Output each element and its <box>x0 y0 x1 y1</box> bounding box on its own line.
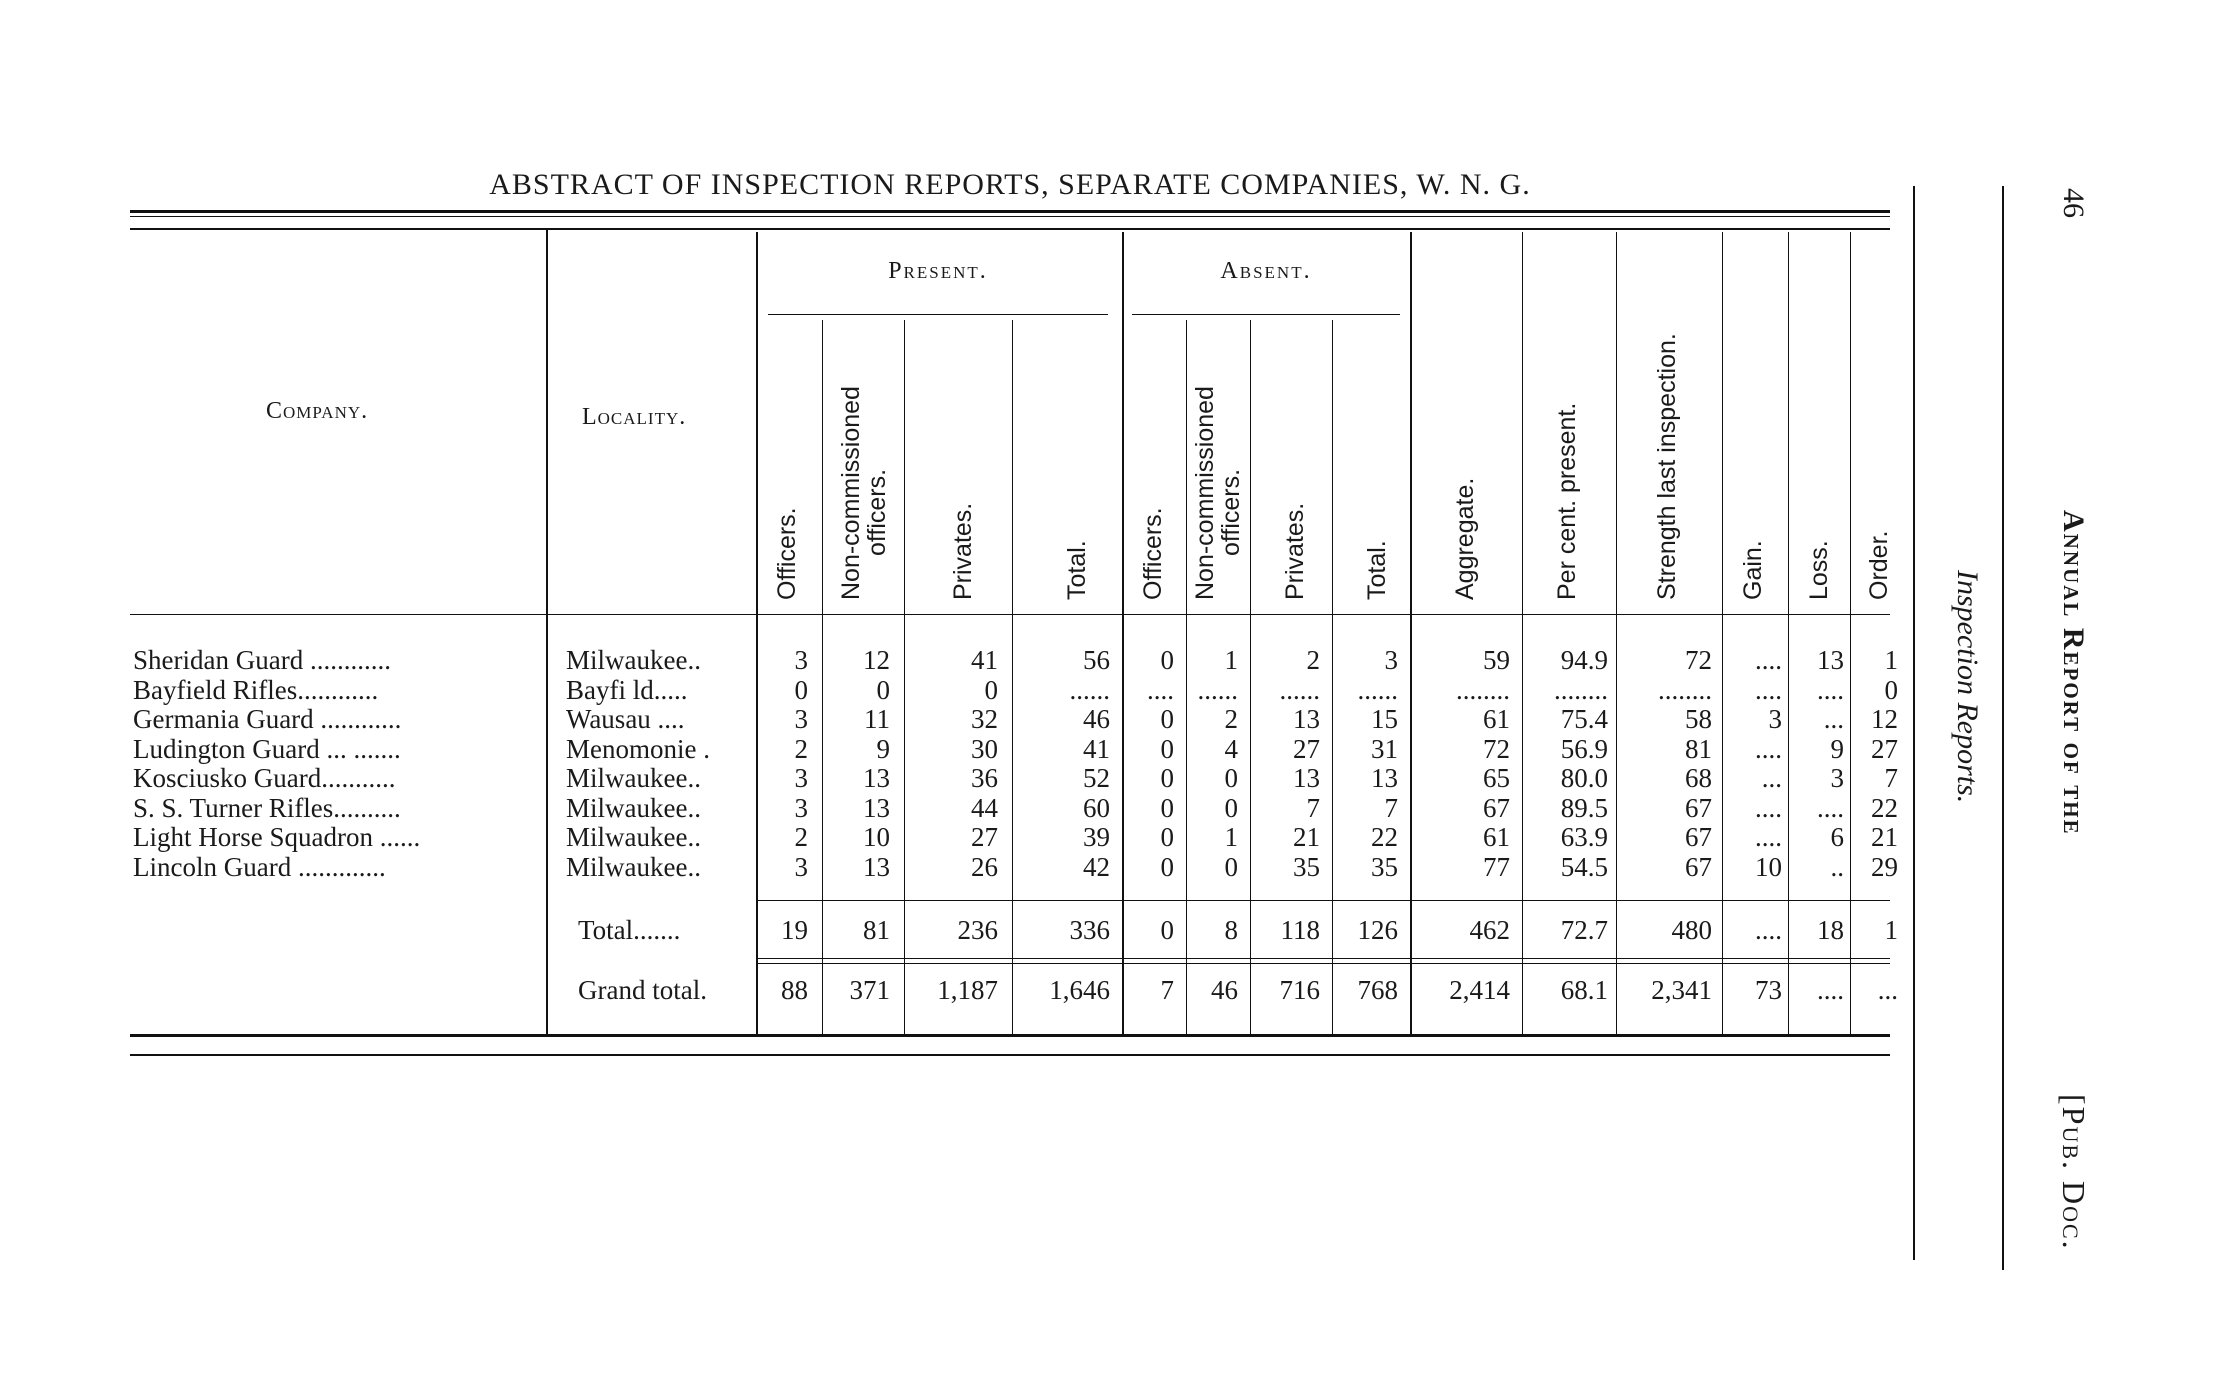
cell-order: 7 <box>1884 763 1898 793</box>
cell-strength: 2,341 <box>1651 975 1712 1005</box>
cell-loss: 18 <box>1817 915 1844 945</box>
cell-p-total: 39 <box>1083 822 1110 852</box>
cell-p-priv: 27 <box>971 822 998 852</box>
cell-a-off: 0 <box>1160 792 1174 823</box>
running-head: Annual Report of the <box>2057 510 2090 836</box>
cell-strength: 72 <box>1685 645 1712 675</box>
header-present-officers: Officers. <box>773 507 801 600</box>
cell-a-total: ...... <box>1357 674 1398 705</box>
cell-aggregate: ........ <box>1456 674 1510 705</box>
company-name: Germania Guard ............ <box>133 704 402 734</box>
cell-aggregate: 59 <box>1483 645 1510 675</box>
cell-p-off: 3 <box>794 704 808 734</box>
cell-a-off: 0 <box>1160 763 1174 793</box>
cell-p-priv: 26 <box>971 851 998 882</box>
header-bottom-rule <box>130 614 1890 615</box>
table-row <box>0 676 1900 705</box>
cell-p-priv: 41 <box>971 645 998 675</box>
total-bottom-rule <box>756 958 1890 959</box>
cell-a-nco: 0 <box>1224 851 1238 882</box>
cell-a-priv: 7 <box>1306 792 1320 823</box>
cell-a-off: 0 <box>1160 704 1174 734</box>
section-label: Inspection Reports. <box>1951 570 1984 804</box>
table-row <box>0 794 1900 823</box>
cell-order: ... <box>1877 975 1898 1005</box>
cell-a-nco: 0 <box>1224 792 1238 823</box>
right-margin-rule <box>1913 186 1915 1260</box>
locality-name: Milwaukee.. <box>566 851 701 882</box>
cell-strength: 67 <box>1685 792 1712 823</box>
cell-p-nco: 13 <box>863 851 890 882</box>
cell-aggregate: 65 <box>1483 763 1510 793</box>
cell-aggregate: 67 <box>1483 792 1510 823</box>
cell-pct: 68.1 <box>1560 975 1608 1005</box>
header-company: Company. <box>266 398 369 424</box>
cell-p-nco: 0 <box>876 674 890 705</box>
table-title: ABSTRACT OF INSPECTION REPORTS, SEPARATE COMPANIES, W. N. G. <box>489 168 1531 201</box>
cell-aggregate: 61 <box>1483 822 1510 852</box>
header-absent-privates: Privates. <box>1281 502 1309 600</box>
cell-order: 29 <box>1871 851 1898 882</box>
cell-a-priv: 13 <box>1293 763 1320 793</box>
cell-order: 22 <box>1871 792 1898 823</box>
cell-p-nco: 9 <box>876 733 890 764</box>
cell-pct: 75.4 <box>1560 704 1608 734</box>
header-loss: Loss. <box>1805 540 1833 600</box>
cell-pct: 56.9 <box>1560 733 1608 764</box>
cell-a-off: 0 <box>1160 645 1174 675</box>
cell-order: 21 <box>1871 822 1898 852</box>
header-gain: Gain. <box>1739 540 1767 600</box>
cell-loss: 13 <box>1817 645 1844 675</box>
cell-p-off: 3 <box>794 792 808 823</box>
cell-p-total: 1,646 <box>1049 975 1110 1005</box>
cell-p-priv: 44 <box>971 792 998 823</box>
cell-strength: 67 <box>1685 851 1712 882</box>
cell-a-priv: 35 <box>1293 851 1320 882</box>
cell-p-priv: 236 <box>957 915 998 945</box>
bottom-rule-2 <box>130 1054 1890 1056</box>
header-aggregate: Aggregate. <box>1451 477 1479 600</box>
cell-p-nco: 371 <box>849 975 890 1005</box>
cell-pct: 54.5 <box>1560 851 1608 882</box>
cell-gain: .... <box>1755 792 1782 823</box>
cell-loss: ... <box>1823 704 1844 734</box>
cell-aggregate: 61 <box>1483 704 1510 734</box>
cell-gain: 73 <box>1755 975 1782 1005</box>
header-locality: Locality. <box>582 404 687 430</box>
cell-order: 1 <box>1884 645 1898 675</box>
cell-loss: .... <box>1817 975 1844 1005</box>
cell-a-total: 13 <box>1371 763 1398 793</box>
cell-a-priv: 27 <box>1293 733 1320 764</box>
total-row <box>0 916 1900 948</box>
header-order: Order. <box>1865 530 1893 600</box>
cell-p-priv: 1,187 <box>937 975 998 1005</box>
cell-loss: 3 <box>1830 763 1844 793</box>
cell-strength: 68 <box>1685 763 1712 793</box>
cell-p-nco: 10 <box>863 822 890 852</box>
cell-loss: .... <box>1817 674 1844 705</box>
cell-pct: ........ <box>1554 674 1608 705</box>
header-absent-noncom-1: Non-commissioned <box>1191 386 1219 600</box>
locality-name: Bayfi ld..... <box>566 674 688 705</box>
cell-gain: 10 <box>1755 851 1782 882</box>
cell-gain: 3 <box>1768 704 1782 734</box>
cell-order: 27 <box>1871 733 1898 764</box>
locality-name: Milwaukee.. <box>566 763 701 793</box>
cell-order: 0 <box>1884 674 1898 705</box>
cell-pct: 89.5 <box>1560 792 1608 823</box>
cell-gain: .... <box>1755 822 1782 852</box>
table-row <box>0 853 1900 882</box>
cell-p-nco: 13 <box>863 763 890 793</box>
cell-a-nco: 1 <box>1224 822 1238 852</box>
header-present-noncom-1: Non-commissioned <box>837 386 865 600</box>
cell-a-priv: 118 <box>1280 915 1320 945</box>
cell-a-total: 35 <box>1371 851 1398 882</box>
right-margin-rule-2 <box>2002 186 2004 1270</box>
cell-strength: 58 <box>1685 704 1712 734</box>
bottom-rule <box>130 1034 1890 1037</box>
cell-strength: 480 <box>1671 915 1712 945</box>
locality-name: Milwaukee.. <box>566 645 701 675</box>
table-row <box>0 823 1900 852</box>
cell-p-priv: 36 <box>971 763 998 793</box>
cell-aggregate: 72 <box>1483 733 1510 764</box>
cell-p-total: 42 <box>1083 851 1110 882</box>
cell-loss: 9 <box>1830 733 1844 764</box>
table-row <box>0 705 1900 734</box>
cell-p-off: 3 <box>794 645 808 675</box>
cell-loss: 6 <box>1830 822 1844 852</box>
cell-a-nco: 1 <box>1224 645 1238 675</box>
cell-pct: 80.0 <box>1560 763 1608 793</box>
total-top-rule <box>756 900 1890 901</box>
header-absent-officers: Officers. <box>1139 507 1167 600</box>
cell-p-priv: 32 <box>971 704 998 734</box>
cell-a-nco: 0 <box>1224 763 1238 793</box>
cell-gain: .... <box>1755 645 1782 675</box>
top-rule-2 <box>130 228 1890 230</box>
grand-total-row-label: Grand total. <box>578 975 707 1005</box>
cell-a-priv: ...... <box>1279 674 1320 705</box>
cell-a-off: 0 <box>1160 851 1174 882</box>
cell-a-total: 15 <box>1371 704 1398 734</box>
cell-p-total: 46 <box>1083 704 1110 734</box>
cell-gain: .... <box>1755 915 1782 945</box>
company-name: Bayfield Rifles............ <box>133 674 379 705</box>
cell-pct: 94.9 <box>1560 645 1608 675</box>
table-row <box>0 735 1900 764</box>
company-name: Light Horse Squadron ...... <box>133 822 421 852</box>
company-name: Lincoln Guard ............. <box>133 851 386 882</box>
cell-strength: 81 <box>1685 733 1712 764</box>
pub-doc-label: [Pub. Doc. <box>2056 1094 2092 1251</box>
cell-p-off: 19 <box>781 915 808 945</box>
cell-strength: 67 <box>1685 822 1712 852</box>
cell-p-nco: 81 <box>863 915 890 945</box>
cell-p-total: 60 <box>1083 792 1110 823</box>
cell-p-nco: 11 <box>864 704 890 734</box>
cell-p-total: 41 <box>1083 733 1110 764</box>
header-present-noncom-2: officers. <box>863 468 891 556</box>
cell-a-nco: 2 <box>1224 704 1238 734</box>
cell-gain: ... <box>1761 763 1782 793</box>
cell-p-total: 336 <box>1069 915 1110 945</box>
top-rule-inner <box>130 216 1890 217</box>
cell-pct: 63.9 <box>1560 822 1608 852</box>
cell-p-priv: 0 <box>984 674 998 705</box>
cell-p-total: 56 <box>1083 645 1110 675</box>
cell-loss: .... <box>1817 792 1844 823</box>
cell-a-off: 0 <box>1160 822 1174 852</box>
cell-p-off: 3 <box>794 851 808 882</box>
locality-name: Wausau .... <box>566 704 685 734</box>
cell-p-total: 52 <box>1083 763 1110 793</box>
header-absent-noncom-2: officers. <box>1217 468 1245 556</box>
cell-p-off: 0 <box>794 674 808 705</box>
cell-p-priv: 30 <box>971 733 998 764</box>
cell-a-priv: 13 <box>1293 704 1320 734</box>
cell-a-off: .... <box>1147 674 1174 705</box>
company-name: Sheridan Guard ............ <box>133 645 391 675</box>
cell-p-off: 2 <box>794 733 808 764</box>
cell-a-priv: 21 <box>1293 822 1320 852</box>
cell-gain: .... <box>1755 674 1782 705</box>
cell-pct: 72.7 <box>1560 915 1608 945</box>
header-strength-last: Strength last inspection. <box>1653 333 1681 600</box>
total-row-label: Total....... <box>578 915 681 945</box>
header-present-total: Total. <box>1063 540 1091 600</box>
top-rule <box>130 210 1890 213</box>
header-present-privates: Privates. <box>949 502 977 600</box>
cell-p-nco: 13 <box>863 792 890 823</box>
cell-p-nco: 12 <box>863 645 890 675</box>
cell-a-nco: 8 <box>1224 915 1238 945</box>
cell-a-priv: 2 <box>1306 645 1320 675</box>
cell-p-off: 2 <box>794 822 808 852</box>
present-group-rule <box>768 314 1108 315</box>
grand-total-row <box>0 976 1900 1008</box>
cell-order: 12 <box>1871 704 1898 734</box>
cell-a-off: 7 <box>1160 975 1174 1005</box>
cell-a-nco: 46 <box>1211 975 1238 1005</box>
locality-name: Menomonie . <box>566 733 710 764</box>
cell-a-total: 7 <box>1384 792 1398 823</box>
cell-a-nco: 4 <box>1224 733 1238 764</box>
company-name: Kosciusko Guard........... <box>133 763 396 793</box>
header-present-group: Present. <box>888 258 988 284</box>
absent-group-rule <box>1132 314 1400 315</box>
cell-a-total: 3 <box>1384 645 1398 675</box>
cell-gain: .... <box>1755 733 1782 764</box>
cell-loss: .. <box>1830 851 1844 882</box>
company-name: S. S. Turner Rifles.......... <box>133 792 401 823</box>
cell-a-total: 31 <box>1371 733 1398 764</box>
cell-p-off: 88 <box>781 975 808 1005</box>
table-row <box>0 646 1900 675</box>
locality-name: Milwaukee.. <box>566 792 701 823</box>
total-bottom-rule-2 <box>756 963 1890 964</box>
cell-aggregate: 77 <box>1483 851 1510 882</box>
cell-a-off: 0 <box>1160 915 1174 945</box>
cell-strength: ........ <box>1658 674 1712 705</box>
cell-aggregate: 462 <box>1469 915 1510 945</box>
cell-a-total: 768 <box>1357 975 1398 1005</box>
cell-order: 1 <box>1884 915 1898 945</box>
company-name: Ludington Guard ... ....... <box>133 733 401 764</box>
header-absent-total: Total. <box>1363 540 1391 600</box>
cell-p-off: 3 <box>794 763 808 793</box>
header-absent-group: Absent. <box>1220 258 1312 284</box>
header-per-cent-present: Per cent. present. <box>1553 402 1581 600</box>
cell-a-nco: ...... <box>1197 674 1238 705</box>
locality-name: Milwaukee.. <box>566 822 701 852</box>
cell-a-off: 0 <box>1160 733 1174 764</box>
cell-a-priv: 716 <box>1279 975 1320 1005</box>
cell-p-total: ...... <box>1069 674 1110 705</box>
cell-aggregate: 2,414 <box>1449 975 1510 1005</box>
table-row <box>0 764 1900 793</box>
cell-a-total: 22 <box>1371 822 1398 852</box>
cell-a-total: 126 <box>1357 915 1398 945</box>
page-number: 46 <box>2057 188 2090 218</box>
